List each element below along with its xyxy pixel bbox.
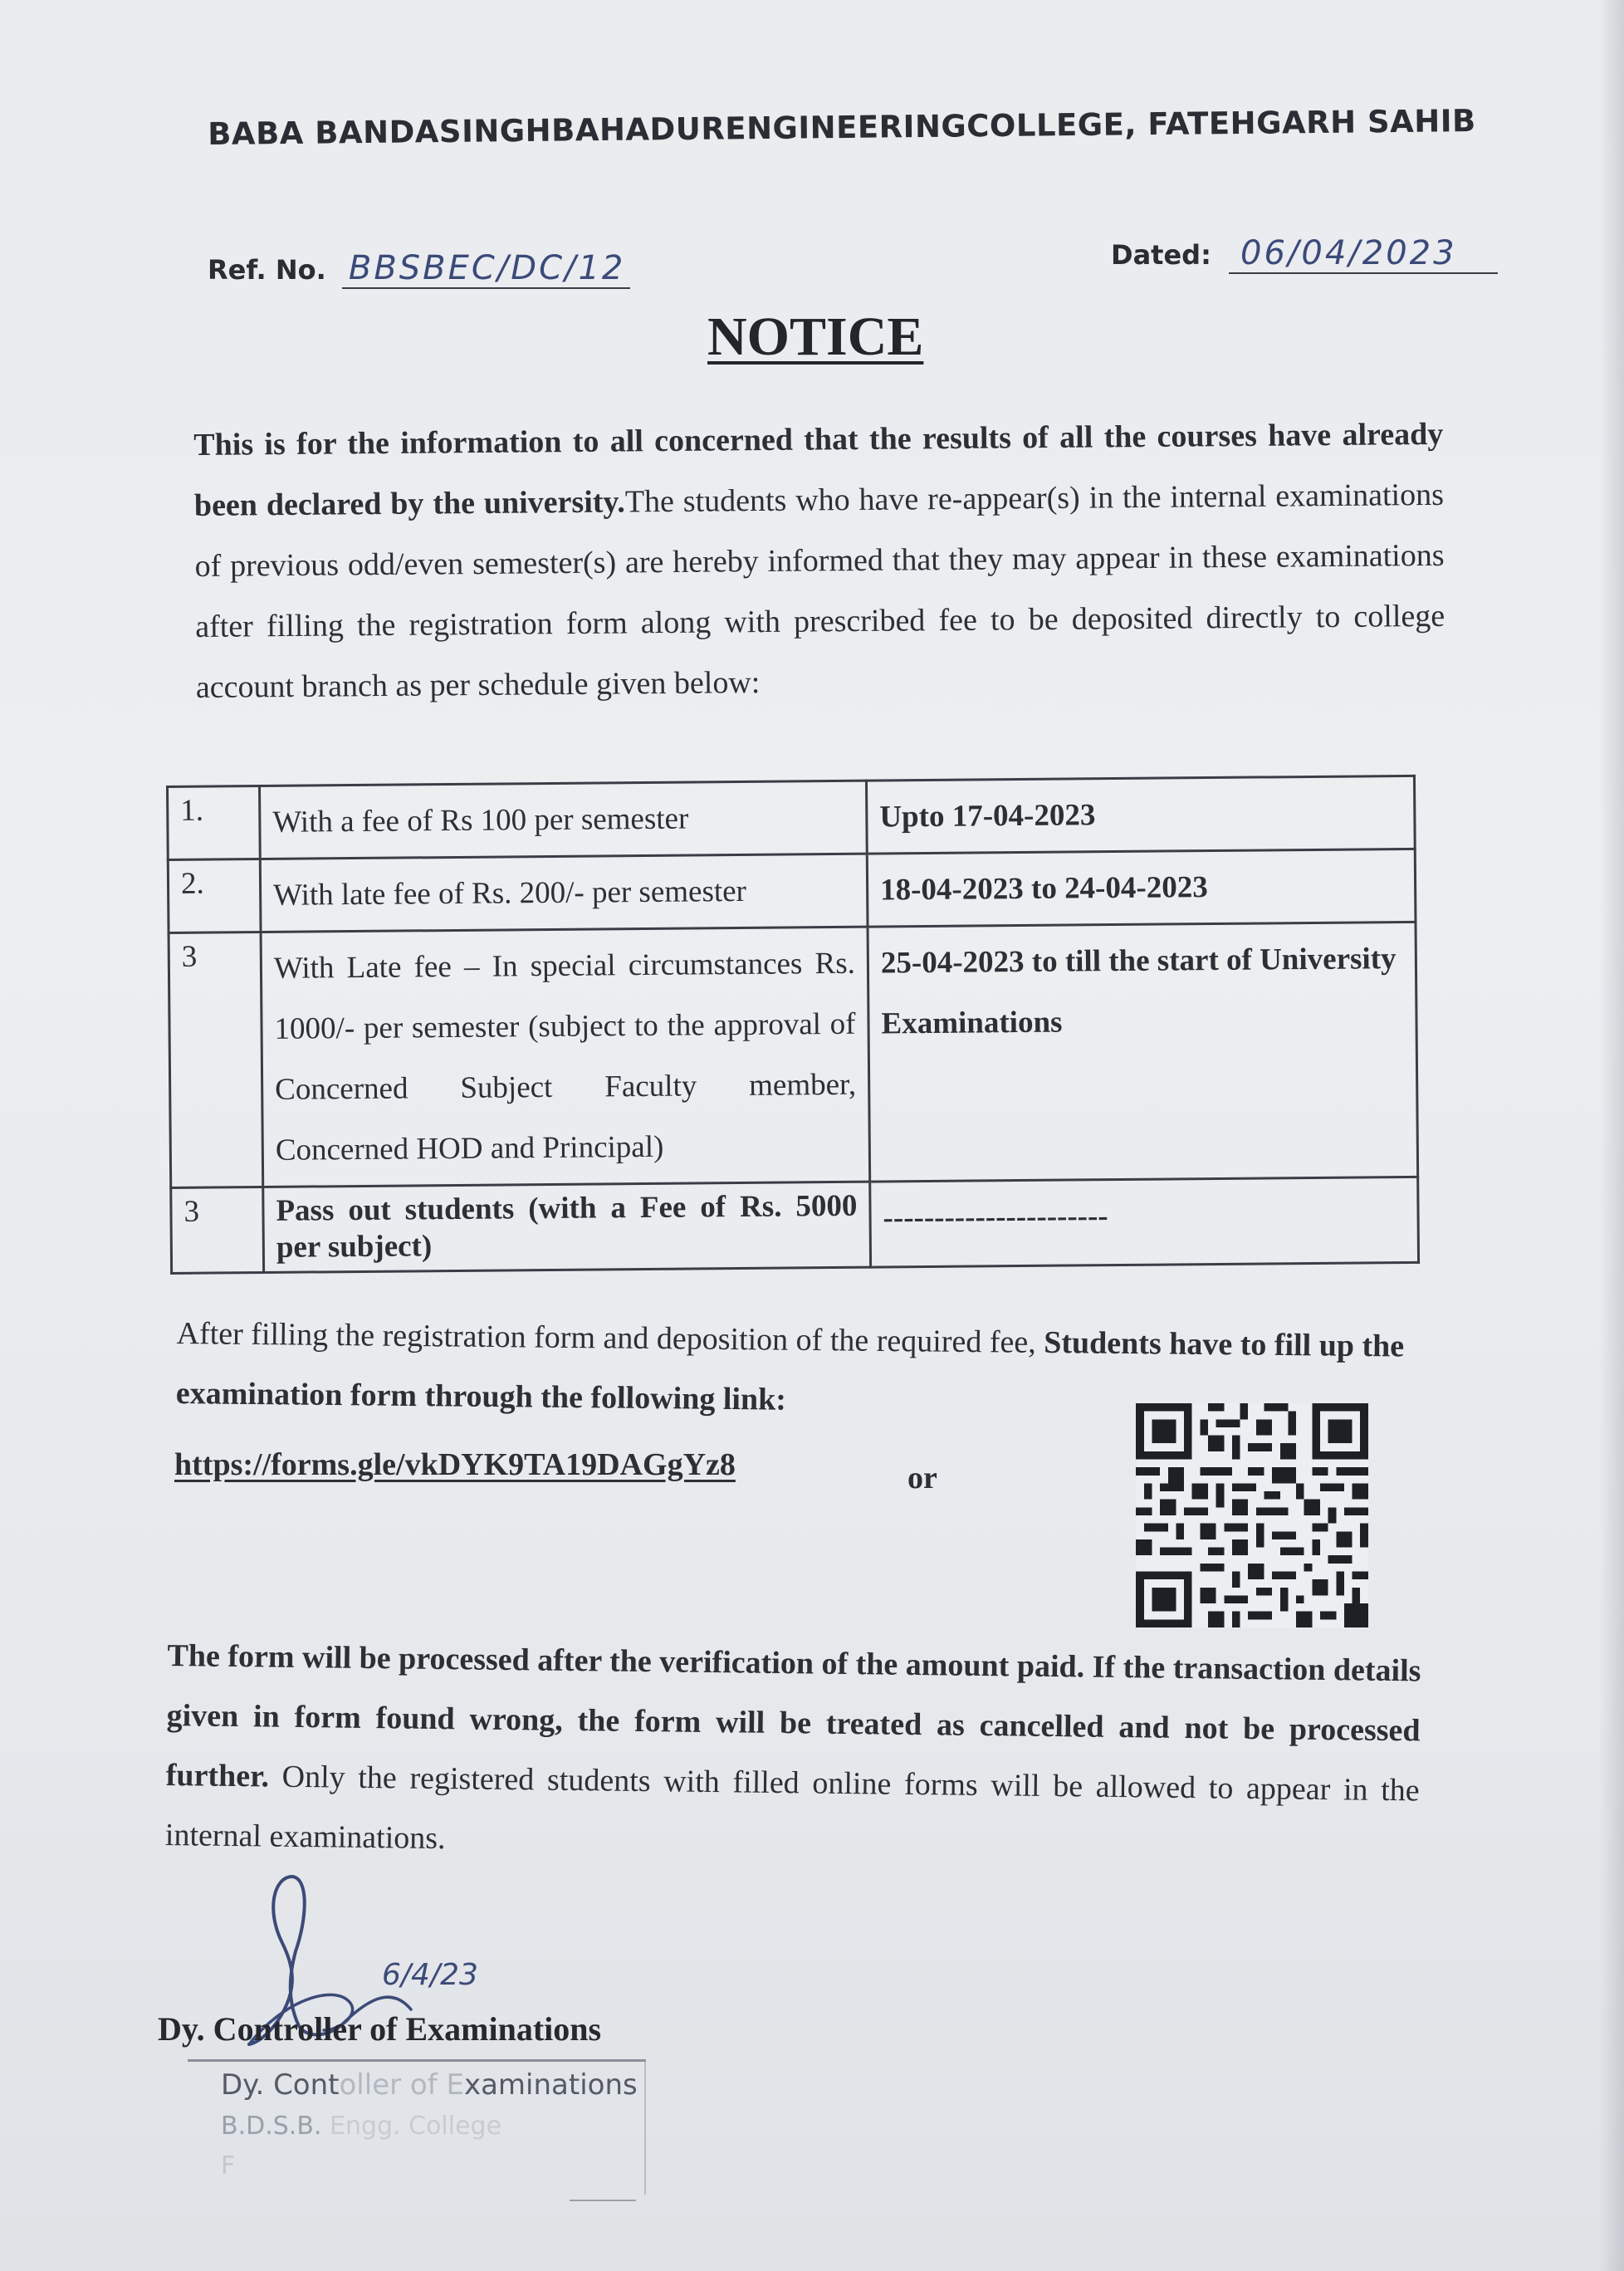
signatory-title: Dy. Controller of Examinations xyxy=(158,2010,602,2048)
row-number: 3 xyxy=(171,1187,264,1273)
row-number: 1. xyxy=(168,786,261,860)
row-deadline: 18-04-2023 to 24-04-2023 xyxy=(867,849,1416,927)
stamp-line1-b: oller of E xyxy=(339,2068,464,2102)
stamp-line1-c: xaminations xyxy=(463,2068,638,2102)
stamp-line2-b: Engg. College xyxy=(330,2112,502,2141)
stamp-line-2 xyxy=(221,2112,501,2141)
row-description: With a fee of Rs 100 per semester xyxy=(260,781,868,859)
intro-bold: This is for the information to all concerned that the results of all the courses have already been declared by the university. xyxy=(193,416,1444,523)
row-number: 2. xyxy=(168,859,261,933)
dated-label: Dated: xyxy=(1111,239,1211,271)
fee-schedule-table xyxy=(166,775,1420,1275)
page-edge-shadow xyxy=(1599,0,1624,2271)
stamp-line1-a: Dy. Cont xyxy=(221,2068,340,2102)
stamp-line-3: F xyxy=(221,2151,236,2180)
row-deadline: ---------------------- xyxy=(870,1177,1419,1267)
table-row xyxy=(169,922,1418,1187)
intro-paragraph xyxy=(193,404,1445,718)
table-row xyxy=(168,849,1416,932)
closing-normal: Only the registered students with filled online forms will be allowed to appear in the internal examinations. xyxy=(164,1759,1420,1857)
dated-value: 06/04/2023 xyxy=(1229,234,1498,274)
college-name: BABA BANDASINGHBAHADURENGINEERINGCOLLEGE, FATEHGARH SAHIB xyxy=(208,103,1476,152)
notice-title: NOTICE xyxy=(707,306,924,367)
row-deadline: 25-04-2023 to till the start of University Examinations xyxy=(868,922,1418,1182)
row-number: 3 xyxy=(169,932,263,1188)
ref-value: BBSBEC/DC/12 xyxy=(342,249,631,289)
row-description: With late fee of Rs. 200/- per semester xyxy=(260,854,868,932)
stamp-border-right xyxy=(644,2062,646,2195)
after-normal: After filling the registration form and deposition of the required fee, xyxy=(176,1315,1044,1360)
stamp-border-bottom xyxy=(570,2200,636,2201)
row-description: With Late fee – In special circumstances Rs. 1000/- per semester (subject to the approval of Concerned Subject Faculty member, Concerned HOD and Principal) xyxy=(261,927,870,1187)
or-label: or xyxy=(907,1461,937,1495)
reference-number xyxy=(208,249,630,289)
row-description: Pass out students (with a Fee of Rs. 5000 per subject) xyxy=(263,1182,871,1272)
stamp-line-1 xyxy=(221,2068,638,2102)
ref-label: Ref. No. xyxy=(208,254,326,286)
stamp-line2-a: B.D.S.B. xyxy=(221,2112,322,2141)
closing-bold: The form will be processed after the verification of the amount paid. If the transaction details given in form found wrong, the form will be treated as cancelled and not be processed further. xyxy=(165,1637,1421,1794)
row-deadline: Upto 17-04-2023 xyxy=(866,776,1415,854)
signature-date: 6/4/23 xyxy=(382,1958,478,1992)
after-bold: Students have to fill up the examination form through the following link: xyxy=(175,1324,1405,1417)
form-link[interactable]: https://forms.gle/vkDYK9TA19DAGgYz8 xyxy=(174,1447,736,1482)
date-field xyxy=(1111,234,1498,274)
closing-paragraph xyxy=(164,1626,1421,1880)
qr-code-icon[interactable] xyxy=(1136,1403,1368,1627)
office-stamp xyxy=(188,2059,646,2211)
table-row xyxy=(171,1177,1419,1273)
table-row xyxy=(168,776,1416,859)
intro-normal: The students who have re-appear(s) in the internal examinations of previous odd/even semester(s) are hereby informed that they may appear in these examinations after filling the registration form along with prescribed fee to be deposited directly to college account branch as per schedule given below: xyxy=(194,477,1445,705)
